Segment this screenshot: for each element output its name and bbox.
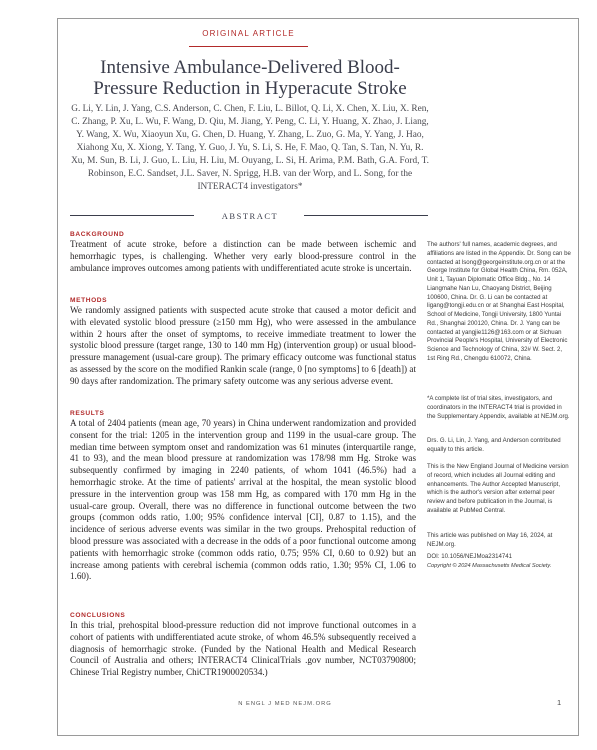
version-note: This is the New England Journal of Medicine version of record, which includes all Journal editing and enhancements. The Author Accepted Manuscript, which is the author's version after external peer review and before publication in the Journal, is available at PubMed Central. [427, 463, 569, 514]
journal-footer: N ENGL J MED NEJM.ORG [238, 701, 332, 707]
results-text: A total of 2404 patients (mean age, 70 years) in China underwent randomization and provided consent for the trial: 1205 in the intervention group and 1199 in the usual-care group. The median time between symptom onset and randomization was 61 minutes (interquartile range, 41 to 93), and the mean blood pressure at randomization was 178/98 mm Hg. Stroke was subsequently confirmed by imaging in 2240 patients, of whom 1041 (46.5%) had a hemorrhagic stroke. At the time of patients' arrival at the hospital, the mean systolic blood pressure in the intervention group was 158 mm Hg, as compared with 170 mm Hg in the usual-care group. Overall, there was no difference in functional outcome between the two groups (common odds ratio, 1.00; 95% confidence interval [CI], 0.87 to 1.15), and the incidence of serious adverse events was similar in the two groups. Prehospital reduction of blood pressure was associated with a decrease in the odds of a poor functional outcome among patients with hemorrhagic stroke (common odds ratio, 0.75; 95% CI, 0.60 to 0.92) but an increase among patients with cerebral ischemia (common odds ratio, 1.30; 95% CI, 1.06 to 1.60). [70, 418, 416, 582]
contribution-note: Drs. G. Li, Lin, J. Yang, and Anderson contributed equally to this article. [427, 437, 561, 453]
doi: DOI: 10.1056/NEJMoa2314741 [427, 553, 513, 560]
results-heading: RESULTS [70, 410, 105, 417]
methods-heading: METHODS [70, 297, 108, 304]
conclusions-text: In this trial, prehospital blood-pressure reduction did not improve functional outcomes in a cohort of patients with undifferentiated acute stroke, of whom 46.5% subsequently received a diagnosis of hemorrhagic stroke. (Funded by the National Health and Medical Research Council of Australia and others; INTERACT4 ClinicalTrials .gov number, NCT03790800; Chinese Trial Registry number, ChiCTR1900020534.) [70, 620, 416, 678]
page-number: 1 [557, 698, 562, 707]
background-text: Treatment of acute stroke, before a distinction can be made between ischemic and hemorrhagic types, is challenging. Whether very early blood-pressure control in the ambulance improves outcomes among patients with undifferentiated acute stroke is uncertain. [70, 239, 416, 273]
badge-underline [189, 46, 308, 47]
correspondence-note: The authors' full names, academic degrees, and affiliations are listed in the Appendix. Dr. Song can be contacted at lsong@georgeinstitute.org.cn or at the George Institute for Global Health China, Rm. 052A, Unit 1, Tayuan Diplomatic Office Bldg., No. 14 Liangmahe Nan Lu, Chaoyang District, Beijing 100600, China. Dr. G. Li can be contacted at ligang@tongji.edu.cn or at Shanghai East Hospital, School of Medicine, Tongji University, 1800 Yuntai Rd., Shanghai 200120, China. Dr. J. Yang can be contacted at yangjie1126@163.com or at Sichuan Provincial People's Hospital, University of Electronic Science and Technology of China, 32# W. Sect. 2, 1st Ring Rd., Chengdu 610072, China. [427, 241, 571, 362]
conclusions-heading: CONCLUSIONS [70, 612, 126, 619]
publication-note: This article was published on May 16, 2024, at NEJM.org. [427, 532, 553, 548]
background-heading: BACKGROUND [70, 231, 125, 238]
abstract-heading: ABSTRACT [221, 211, 279, 221]
investigators-note: *A complete list of trial sites, investigators, and coordinators in the INTERACT4 trial is provided in the Supplementary Appendix, available at NEJM.org. [427, 395, 570, 420]
copyright: Copyright © 2024 Massachusetts Medical Society. [427, 563, 552, 569]
methods-text: We randomly assigned patients with suspected acute stroke that caused a motor deficit and with elevated systolic blood pressure (≥150 mm Hg), who were assessed in the ambulance within 2 hours after the onset of symptoms, to receive immediate treatment to lower the systolic blood pressure (target range, 130 to 140 mm Hg) (intervention group) or usual blood-pressure management (usual-care group). The primary efficacy outcome was functional status as assessed by the score on the modified Rankin scale (range, 0 [no symptoms] to 6 [death]) at 90 days after randomization. The primary safety outcome was any serious adverse event. [70, 305, 416, 386]
abstract-rule-right [304, 215, 428, 216]
article-type-badge: ORIGINAL ARTICLE [202, 29, 295, 38]
article-title: Intensive Ambulance-Delivered Blood-Pressure Reduction in Hyperacute Stroke [93, 57, 407, 99]
author-list: G. Li, Y. Lin, J. Yang, C.S. Anderson, C. Chen, F. Liu, L. Billot, Q. Li, X. Chen, X. Liu, X. Ren, C. Zhang, P. Xu, L. Wu, F. Wang, D. Qiu, M. Jiang, Y. Peng, C. Li, Y. Huang, X. Zhao, J. Liang, Y. Wang, X. Wu, Xiaoyun Xu, G. Chen, D. Huang, Y. Zhang, L. Zuo, G. Ma, Y. Yang, J. Hao, Xiahong Xu, X. Xiong, Y. Tang, Y. Guo, J. Yu, S. Li, S. He, F. Mao, Q. Tan, S. Tan, N. Yu, R. Xu, M. Sun, B. Li, J. Guo, L. Liu, H. Liu, M. Ouyang, L. Si, H. Arima, P.M. Bath, G.A. Ford, T. Robinson, E.C. Sandset, J.L. Saver, N. Sprigg, H.B. van der Worp, and L. Song, for the INTERACT4 investigators* [71, 104, 429, 192]
